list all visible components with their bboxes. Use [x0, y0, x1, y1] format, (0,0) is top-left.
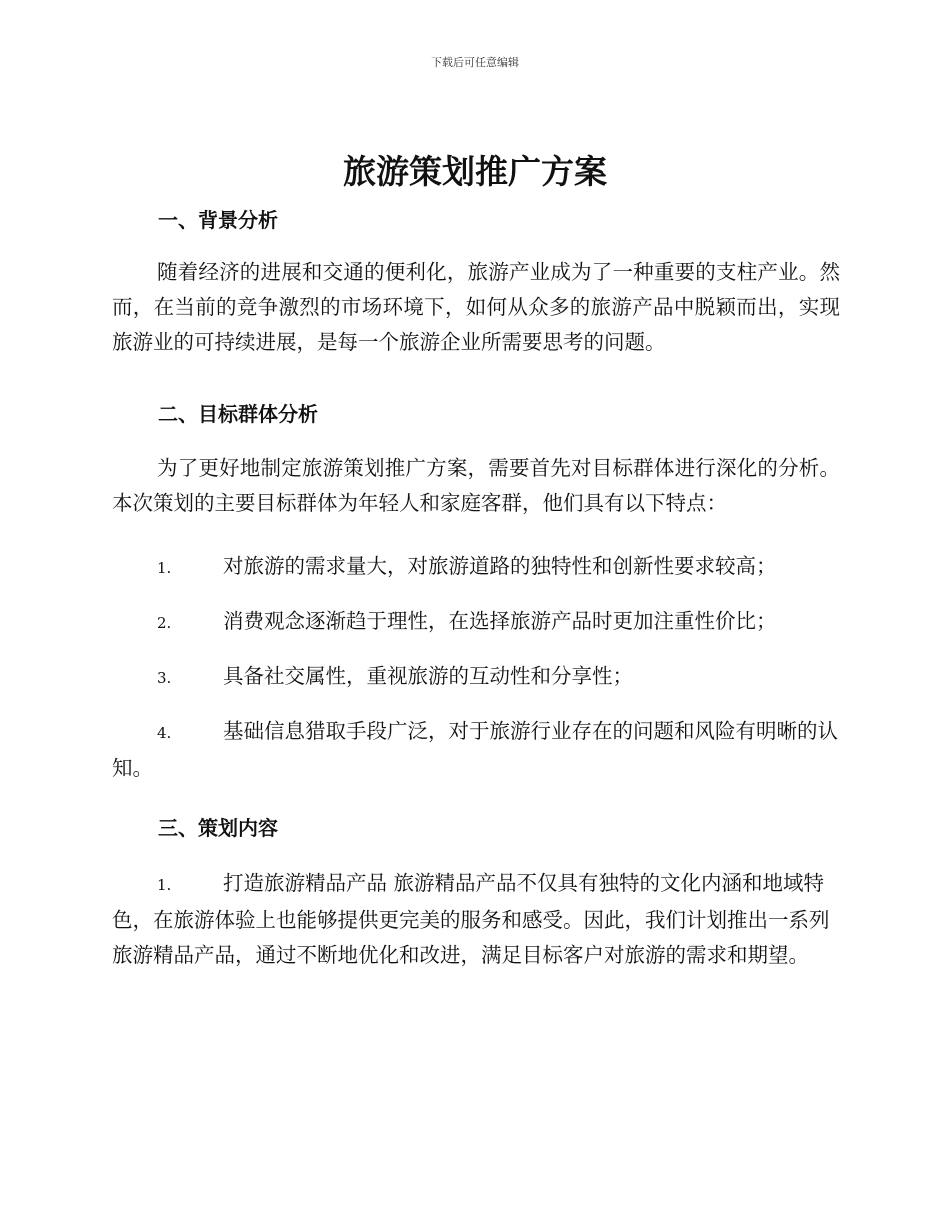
section-heading-plan-content: 三、策划内容	[158, 816, 278, 840]
list-item-text: 对旅游的需求量大，对旅游道路的独特性和创新性要求较高；	[223, 554, 777, 578]
list-item-text: 基础信息猎取手段广泛，对于旅游行业存在的问题和风险有明晰的认知。	[112, 719, 838, 780]
list-item-number: 3.	[157, 669, 172, 687]
list-item	[112, 866, 840, 973]
list-item-number: 4.	[157, 724, 172, 742]
list-item	[112, 659, 840, 696]
list-item-text: 打造旅游精品产品 旅游精品产品不仅具有独特的文化内涵和地域特色，在旅游体验上也能够提供更完美的服务和感受。因此，我们计划推出一系列旅游精品产品，通过不断地优化和改进，满足目标客户对旅游的需求和期望。	[112, 871, 830, 967]
list-item	[112, 549, 840, 586]
list-item-text: 具备社交属性，重视旅游的互动性和分享性；	[223, 664, 633, 688]
list-item-number: 1.	[157, 876, 172, 894]
document-title: 旅游策划推广方案	[343, 152, 607, 191]
paragraph-target-group: 为了更好地制定旅游策划推广方案，需要首先对目标群体进行深化的分析。本次策划的主要目标群体为年轻人和家庭客群，他们具有以下特点：	[112, 456, 840, 515]
page-header-note: 下载后可任意编辑	[431, 56, 519, 69]
section-heading-target-group: 二、目标群体分析	[158, 402, 318, 426]
list-item-text: 消费观念逐渐趋于理性，在选择旅游产品时更加注重性价比；	[223, 609, 777, 633]
list-item-number: 2.	[157, 614, 172, 632]
list-item-number: 1.	[157, 559, 172, 577]
list-item	[112, 604, 840, 641]
list-item	[112, 714, 840, 786]
paragraph-background: 随着经济的进展和交通的便利化，旅游产业成为了一种重要的支柱产业。然而，在当前的竞争激烈的市场环境下，如何从众多的旅游产品中脱颖而出，实现旅游业的可持续进展，是每一个旅游企业所需要思考的问题。	[112, 260, 840, 354]
section-heading-background: 一、背景分析	[158, 208, 278, 232]
